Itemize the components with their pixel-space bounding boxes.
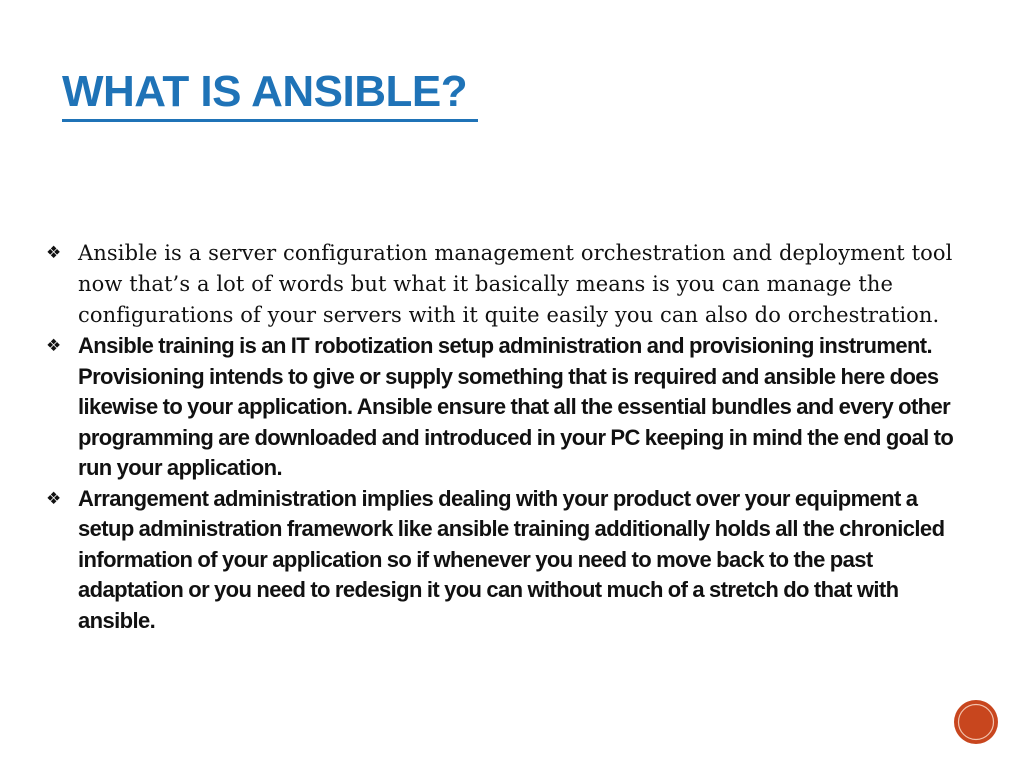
diamond-bullet-icon: ❖ — [46, 243, 62, 263]
bullet-list — [46, 238, 966, 636]
slide-title: WHAT IS ANSIBLE? — [62, 67, 468, 116]
bullet-text: Arrangement administration implies dealing with your product over your equipment a setup administration framework like ansible training additionally holds all the chronicled information of your application so if whenever you need to move back to the past adaptation or you need to redesign it you can without much of a stretch do that with ansible. — [78, 485, 945, 633]
diamond-bullet-icon: ❖ — [46, 488, 61, 509]
slide-corner-circle-icon — [953, 699, 999, 745]
diamond-bullet-icon: ❖ — [46, 336, 61, 356]
bullet-item — [46, 331, 966, 484]
bullet-item — [46, 484, 966, 637]
bullet-text: Ansible training is an IT robotization setup administration and provisioning instrument. Provisioning intends to give or supply something that is required and ansible here does likewise to your application. Ansible ensure that all the essential bundles and every other programming are downloaded and introduced in your PC keeping in mind the end goal to run your application. — [78, 333, 954, 480]
bullet-item — [46, 238, 966, 331]
title-block — [62, 66, 478, 122]
title-underline — [62, 119, 478, 122]
bullet-text: Ansible is a server configuration management orchestration and deployment tool now that’s a lot of words but what it basically means is you can manage the configurations of your servers with it quite easily you can also do orchestration. — [78, 241, 953, 327]
badge-outer-circle — [954, 700, 998, 744]
